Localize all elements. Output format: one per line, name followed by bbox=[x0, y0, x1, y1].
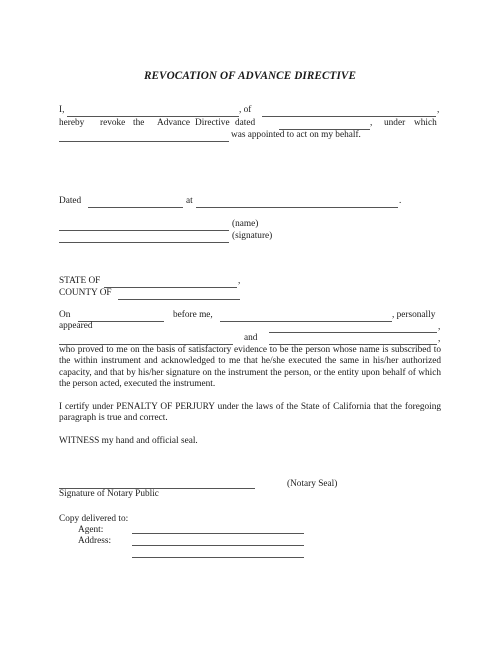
word-dated: dated bbox=[235, 118, 256, 128]
date-comma: , bbox=[370, 118, 373, 128]
notary-body-text: who proved to me on the basis of satisfactory evidence to be the person whose name is subscribed to the within instrument and acknowledged to me that he/she executed the same in his/her authorized capacity, and that by his/her signature on the instrument the person, or the entity upon behalf of which the person acted, executed the instrument. bbox=[59, 345, 441, 390]
appeared-comma-1: , bbox=[438, 322, 441, 332]
word-revoke: revoke bbox=[100, 118, 126, 128]
state-of-label: STATE OF bbox=[59, 276, 101, 286]
name-label: (name) bbox=[232, 219, 259, 229]
copy-address-blank-1[interactable] bbox=[132, 545, 304, 546]
notary-name-blank[interactable] bbox=[220, 321, 392, 322]
state-comma: , bbox=[238, 276, 241, 286]
principal-address-blank[interactable] bbox=[262, 116, 436, 117]
on-label: On bbox=[59, 310, 71, 320]
i-label: I, bbox=[59, 105, 65, 115]
copy-agent-blank[interactable] bbox=[132, 533, 304, 534]
signature-label: (signature) bbox=[232, 231, 273, 241]
line-end-comma: , bbox=[437, 105, 440, 115]
county-blank[interactable] bbox=[118, 299, 240, 300]
at-label: at bbox=[186, 196, 193, 206]
appointed-text: was appointed to act on my behalf. bbox=[231, 130, 361, 140]
of-label: , of bbox=[239, 105, 252, 115]
agent-name-blank[interactable] bbox=[59, 141, 229, 142]
word-which: which bbox=[414, 118, 437, 128]
and-label: and bbox=[244, 333, 258, 343]
personally-label: , personally bbox=[392, 310, 436, 320]
county-of-label: COUNTY OF bbox=[59, 288, 112, 298]
state-blank[interactable] bbox=[104, 287, 237, 288]
word-advance: Advance bbox=[157, 118, 191, 128]
before-me-label: before me, bbox=[173, 310, 213, 320]
word-directive: Directive bbox=[195, 118, 230, 128]
perjury-text: I certify under PENALTY OF PERJURY under the laws of the State of California that the foregoing paragraph is true and correct. bbox=[59, 402, 441, 424]
notary-signature-label: Signature of Notary Public bbox=[59, 489, 159, 499]
document-title: REVOCATION OF ADVANCE DIRECTIVE bbox=[143, 70, 357, 82]
principal-name-blank[interactable] bbox=[67, 116, 239, 117]
dated-blank[interactable] bbox=[88, 207, 183, 208]
appeared-blank-1[interactable] bbox=[269, 332, 437, 333]
address-label: Address: bbox=[78, 536, 112, 546]
location-blank[interactable] bbox=[196, 207, 398, 208]
agent-label: Agent: bbox=[78, 525, 104, 535]
word-under: under bbox=[384, 118, 406, 128]
signature-blank[interactable] bbox=[59, 242, 229, 243]
word-hereby: hereby bbox=[59, 118, 85, 128]
witness-text: WITNESS my hand and official seal. bbox=[59, 436, 198, 446]
copy-delivered-label: Copy delivered to: bbox=[59, 514, 129, 524]
dated-period: . bbox=[399, 196, 402, 206]
copy-address-blank-2[interactable] bbox=[132, 557, 304, 558]
name-blank[interactable] bbox=[59, 230, 229, 231]
appeared-comma-2: , bbox=[438, 334, 441, 344]
word-the: the bbox=[133, 118, 145, 128]
notary-seal-label: (Notary Seal) bbox=[287, 479, 338, 489]
dated-label: Dated bbox=[59, 196, 82, 206]
appeared-label: appeared bbox=[59, 321, 93, 331]
